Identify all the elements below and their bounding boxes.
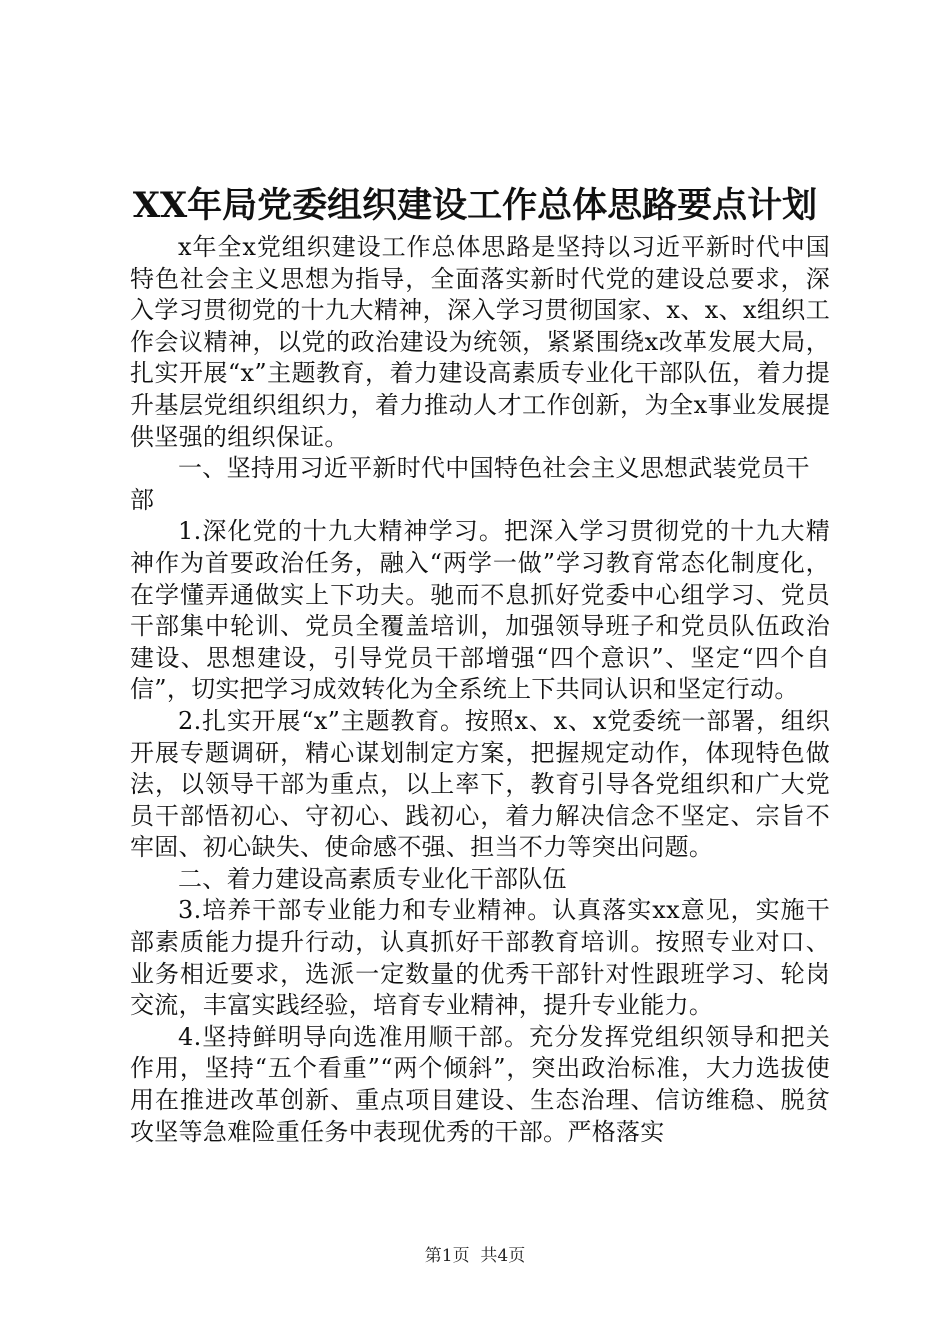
document-title: XX年局党委组织建设工作总体思路要点计划 xyxy=(132,185,818,226)
section-heading-2: 二、着力建设高素质专业化干部队伍 xyxy=(178,864,567,893)
item-paragraph-1: 1.深化党的十九大精神学习。把深入学习贯彻党的十九大精神作为首要政治任务，融入“两学一做”学习教育常态化制度化，在学懂弄通做实上下功夫。驰而不息抓好党委中心组学习、党员干部集中轮训、党员全覆盖培训，加强领导班子和党员队伍政治建设、思想建设，引导党员干部增强“四个意识”、坚定“四个自信”，切实把学习成效转化为全系统上下共同认识和坚定行动。 xyxy=(130,517,830,704)
intro-paragraph: x年全x党组织建设工作总体思路是坚持以习近平新时代中国特色社会主义思想为指导，全面落实新时代党的建设总要求，深入学习贯彻党的十九大精神，深入学习贯彻国家、x、x、x组织工作会议精神，以党的政治建设为统领，紧紧围绕x改革发展大局，扎实开展“x”主题教育，着力建设高素质专业化干部队伍，着力提升基层党组织组织力，着力推动人才工作创新，为全x事业发展提供坚强的组织保证。 xyxy=(130,233,830,451)
item-paragraph-2: 2.扎实开展“x”主题教育。按照x、x、x党委统一部署，组织开展专题调研，精心谋划制定方案，把握规定动作，体现特色做法，以领导干部为重点，以上率下，教育引导各党组织和广大党员干部悟初心、守初心、践初心，着力解决信念不坚定、宗旨不牢固、初心缺失、使命感不强、担当不力等突出问题。 xyxy=(130,706,830,862)
section-heading-1: 一、坚持用习近平新时代中国特色社会主义思想武装党员干部 xyxy=(130,454,810,514)
document-body xyxy=(130,232,830,1148)
page-number-footer: 第1页 共4页 xyxy=(424,1246,526,1266)
item-paragraph-3: 3.培养干部专业能力和专业精神。认真落实xx意见，实施干部素质能力提升行动，认真抓好干部教育培训。按照专业对口、业务相近要求，选派一定数量的优秀干部针对性跟班学习、轮岗交流，丰富实践经验，培育专业精神，提升专业能力。 xyxy=(130,896,830,1020)
item-paragraph-4: 4.坚持鲜明导向选准用顺干部。充分发挥党组织领导和把关作用，坚持“五个看重”“两个倾斜”，突出政治标准，大力选拔使用在推进改革创新、重点项目建设、生态治理、信访维稳、脱贫攻坚等急难险重任务中表现优秀的干部。严格落实 xyxy=(130,1022,830,1146)
